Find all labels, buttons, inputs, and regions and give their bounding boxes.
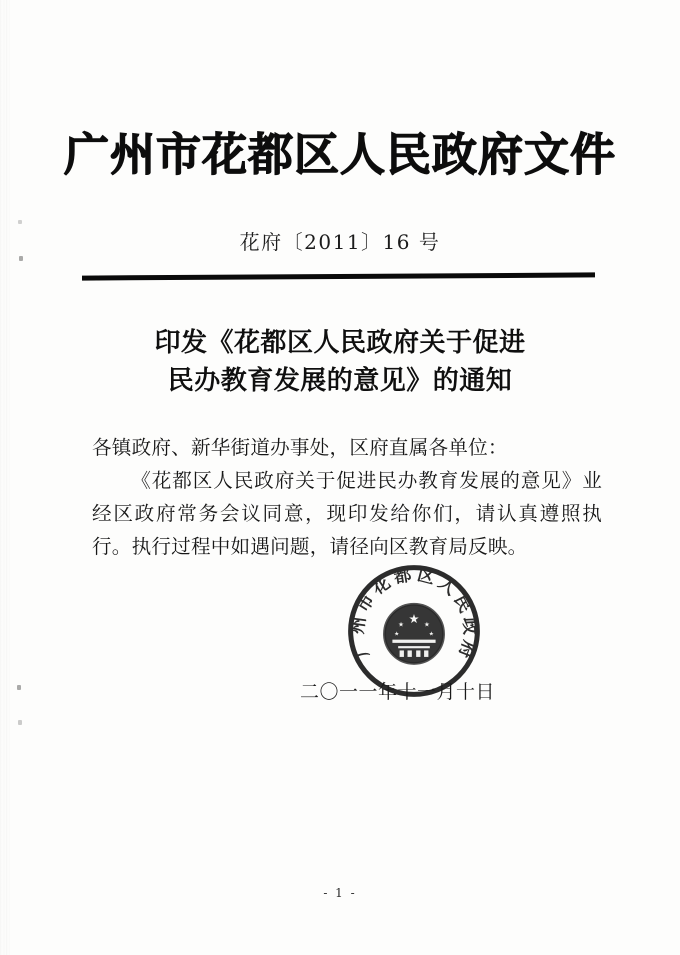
svg-text:★: ★ — [408, 612, 420, 627]
national-emblem-icon — [384, 604, 443, 663]
svg-text:★: ★ — [424, 620, 430, 629]
document-masthead-title: 广州市花都区人民政府文件 — [63, 128, 616, 181]
svg-text:★: ★ — [398, 620, 404, 629]
notice-title-line-1: 印发《花都区人民政府关于促进 — [154, 328, 526, 358]
notice-title — [0, 324, 680, 400]
notice-paragraph: 《花都区人民政府关于促进民办教育发展的意见》业经区政府常务会议同意，现印发给你们，请认真遵照执行。执行过程中如遇问题，请径向区教育局反映。 — [92, 469, 602, 558]
notice-title-line-2: 民办教育发展的意见》的通知 — [167, 366, 513, 396]
page-number: - 1 - — [323, 886, 357, 900]
svg-text:★: ★ — [394, 631, 400, 638]
notice-body — [92, 431, 602, 563]
svg-text:★: ★ — [428, 631, 434, 638]
document-reference-number: 花府〔2011〕16 号 — [239, 230, 441, 254]
scan-dot-artifact — [18, 720, 22, 725]
masthead-divider-rule — [82, 272, 595, 280]
scan-dot-artifact — [19, 256, 23, 261]
scan-dot-artifact — [18, 220, 22, 224]
scan-dot-artifact — [17, 685, 21, 690]
issue-date: 二〇一一年十一月十日 — [300, 681, 496, 703]
seal-text: 广州市花都区人民政府 — [347, 564, 480, 665]
notice-salutation: 各镇政府、新华街道办事处，区府直属各单位： — [92, 436, 508, 459]
